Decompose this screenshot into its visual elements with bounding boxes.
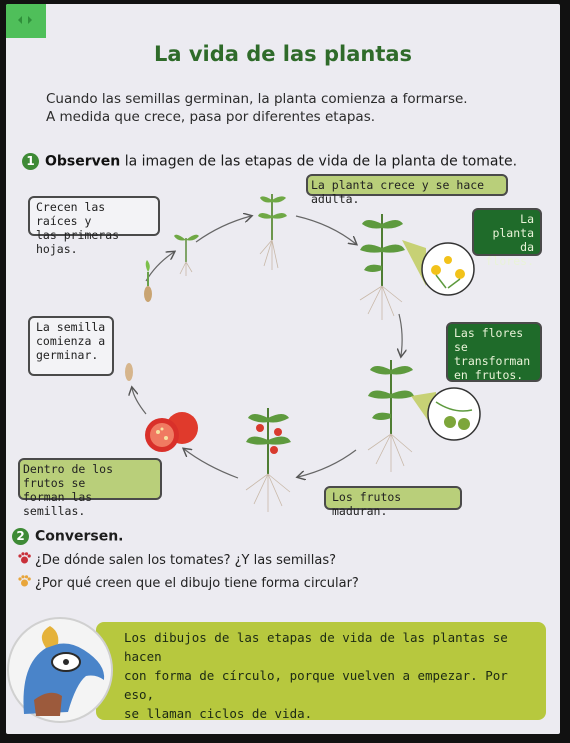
- label-adult-line-1: La planta crece y se hace adulta.: [311, 178, 485, 206]
- note-line-3: se llaman ciclos de vida.: [124, 706, 313, 721]
- sprout-icon: [144, 260, 152, 302]
- textbook-page: [6, 4, 560, 734]
- label-flowers: [472, 208, 542, 268]
- label-flowers-line-1: La planta: [492, 212, 534, 240]
- label-roots-line-2: las primeras hojas.: [36, 228, 120, 256]
- tomato-plant-icon: [246, 408, 291, 512]
- label-fruits-ripen: [324, 486, 462, 518]
- activity-2-title: Conversen.: [35, 528, 124, 545]
- label-seeds-inside-line-2: forman las semillas.: [23, 490, 93, 518]
- question-2-text: ¿Por qué creen que el dibujo tiene forma circular?: [35, 576, 359, 591]
- red-paw-icon: [18, 552, 31, 568]
- note-line-2: con forma de círculo, porque vuelven a empezar. Por eso,: [124, 668, 508, 702]
- orange-paw-icon: [18, 575, 31, 591]
- activity-1-text: la imagen de las etapas de vida de la planta de tomate.: [120, 153, 518, 170]
- activity-2-heading: [12, 528, 124, 545]
- label-roots-leaves: [28, 196, 160, 256]
- young-plant-icon: [258, 194, 287, 270]
- label-seeds-inside-line-1: Dentro de los frutos se: [23, 462, 114, 490]
- label-plant-adult: [306, 174, 508, 206]
- life-cycle-diagram: [6, 4, 560, 524]
- label-seed-line-1: La semilla: [36, 320, 106, 334]
- question-2: [18, 575, 359, 591]
- anteater-mascot-icon: [6, 604, 116, 734]
- fruiting-plant-icon: [368, 360, 414, 472]
- question-1: [18, 552, 336, 568]
- activity-1-verb: Observen: [45, 153, 121, 170]
- adult-plant-icon: [360, 214, 405, 320]
- activity-2-number: 2: [12, 528, 29, 545]
- seed-icon: [125, 363, 133, 381]
- question-1-text: ¿De dónde salen los tomates? ¿Y las semillas?: [35, 553, 337, 568]
- label-fruits-line-1: Las flores se: [454, 326, 524, 354]
- label-seeds-inside-fruit: [18, 458, 162, 518]
- label-seed-line-3: germinar.: [36, 348, 99, 362]
- cut-tomato-icon: [145, 412, 198, 452]
- activity-1-number: 1: [22, 153, 39, 170]
- flower-zoom-icon: [402, 240, 474, 295]
- label-flowers-to-fruits: [446, 322, 542, 382]
- label-fruits-line-2: transforman: [454, 354, 531, 368]
- seedling-icon: [174, 235, 199, 276]
- label-seed-line-2: comienza a: [36, 334, 106, 348]
- fruit-zoom-icon: [411, 388, 480, 440]
- label-roots-line-1: Crecen las raíces y: [36, 200, 106, 228]
- page-title: La vida de las plantas: [153, 42, 413, 66]
- intro-line-2: A medida que crece, pasa por diferentes etapas.: [46, 109, 376, 125]
- note-line-1: Los dibujos de las etapas de vida de las plantas se hacen: [124, 630, 508, 664]
- label-fruits-line-3: en frutos.: [454, 368, 524, 382]
- label-ripen-line-1: Los frutos maduran.: [332, 490, 402, 518]
- note-text: [124, 628, 544, 723]
- intro-line-1: Cuando las semillas germinan, la planta comienza a formarse.: [46, 91, 468, 107]
- label-seed-germinate: [28, 316, 114, 376]
- label-flowers-line-2: da flores.: [485, 240, 534, 268]
